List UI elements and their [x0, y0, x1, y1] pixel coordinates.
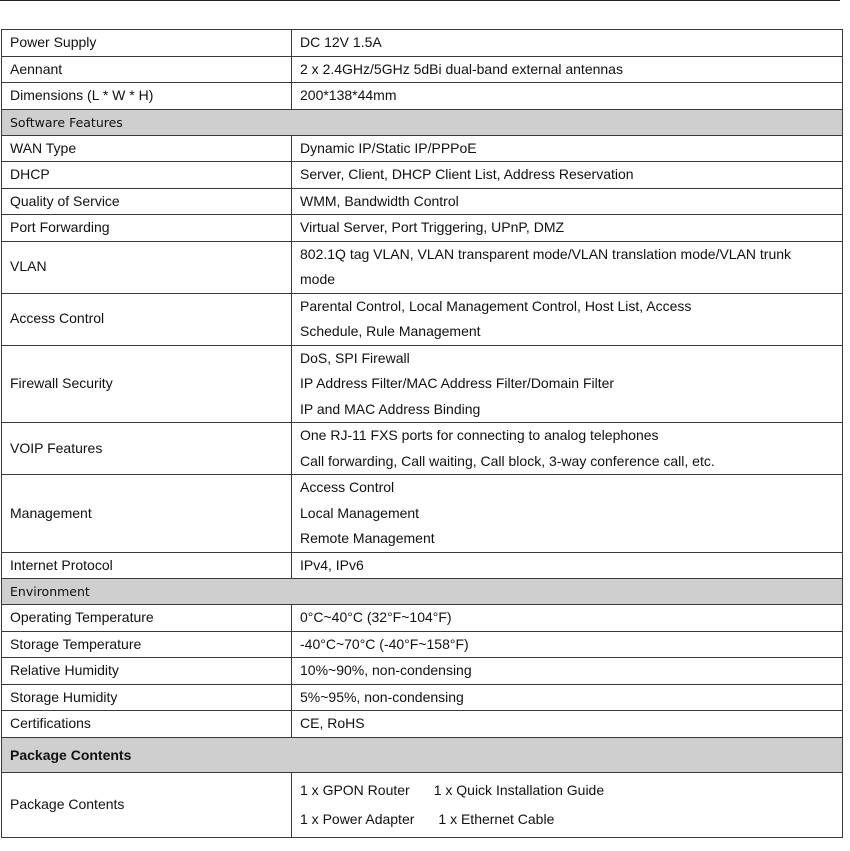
spec-value-line: Remote Management: [300, 530, 435, 546]
spec-row: [2, 135, 843, 162]
spec-value: [292, 423, 843, 475]
spec-value: [292, 162, 843, 189]
spec-row: [2, 631, 843, 658]
spec-value: [292, 30, 843, 57]
spec-value-line: DC 12V 1.5A: [300, 34, 382, 50]
spec-row: [2, 345, 843, 423]
package-item: 1 x Power Adapter: [300, 810, 415, 827]
spec-value: [292, 188, 843, 215]
spec-value-line: Parental Control, Local Management Control, Host List, Access: [300, 297, 692, 314]
spec-row: [2, 241, 843, 293]
spec-value: [292, 772, 843, 837]
package-line: [300, 805, 834, 834]
spec-row: [2, 552, 843, 579]
package-item: 1 x Quick Installation Guide: [433, 781, 605, 798]
spec-value-line: IP and MAC Address Binding: [300, 400, 481, 417]
spec-value-line: IPv4, IPv6: [300, 556, 364, 573]
spec-row: [2, 83, 843, 110]
spec-value: [292, 605, 843, 632]
spec-key: Access Control: [2, 293, 292, 345]
spec-value-line: 802.1Q tag VLAN, VLAN transparent mode/VLAN translation mode/VLAN trunk: [300, 245, 792, 262]
spec-key: VLAN: [2, 241, 292, 293]
spec-key: Certifications: [2, 711, 292, 738]
spec-value-line: 0°C~40°C (32°F~104°F): [300, 609, 452, 625]
spec-row: [2, 30, 843, 57]
spec-value: [292, 475, 843, 553]
spec-value: [292, 552, 843, 579]
spec-key: Management: [2, 475, 292, 553]
spec-value: [292, 135, 843, 162]
spec-value: [292, 56, 843, 83]
spec-key: Dimensions (L * W * H): [2, 83, 292, 110]
spec-value-line: CE, RoHS: [300, 715, 365, 731]
section-header-label: Environment: [2, 579, 843, 605]
spec-key: Relative Humidity: [2, 658, 292, 685]
spec-row: [2, 423, 843, 475]
spec-key: DHCP: [2, 162, 292, 189]
spec-row: [2, 293, 843, 345]
spec-row: [2, 188, 843, 215]
spec-value: [292, 241, 843, 293]
spec-value: [292, 684, 843, 711]
spec-value: [292, 83, 843, 110]
spec-value-line: Dynamic IP/Static IP/PPPoE: [300, 139, 477, 156]
spec-value-line: One RJ-11 FXS ports for connecting to analog telephones: [300, 427, 659, 443]
spec-table-body: [2, 30, 843, 838]
spec-value: [292, 345, 843, 423]
spec-key: Port Forwarding: [2, 215, 292, 242]
spec-value: [292, 631, 843, 658]
section-header: [2, 109, 843, 135]
spec-row: [2, 475, 843, 553]
package-item: 1 x GPON Router: [300, 781, 410, 798]
spec-key: Power Supply: [2, 30, 292, 57]
spec-value: [292, 711, 843, 738]
spec-value-line: Local Management: [300, 504, 420, 521]
spec-row: [2, 684, 843, 711]
spec-value: [292, 658, 843, 685]
spec-row: [2, 162, 843, 189]
section-header-label: Package Contents: [2, 737, 843, 772]
section-header-label: Software Features: [2, 109, 843, 135]
section-header: [2, 737, 843, 772]
spec-value-line: 5%~95%, non-condensing: [300, 688, 464, 705]
spec-value: [292, 215, 843, 242]
spec-row: [2, 772, 843, 837]
spec-value-line: Access Control: [300, 479, 395, 495]
spec-row: [2, 56, 843, 83]
spec-key: Internet Protocol: [2, 552, 292, 579]
spec-key: Quality of Service: [2, 188, 292, 215]
package-line: [300, 776, 834, 805]
spec-row: [2, 605, 843, 632]
spec-value-line: Call forwarding, Call waiting, Call block, 3-way conference call, etc.: [300, 452, 715, 469]
spec-value-line: -40°C~70°C (-40°F~158°F): [300, 635, 469, 652]
spec-key: Storage Humidity: [2, 684, 292, 711]
spec-key: Package Contents: [2, 772, 292, 837]
spec-value-line: mode: [300, 271, 336, 287]
spec-key: Aennant: [2, 56, 292, 83]
section-header: [2, 579, 843, 605]
spec-value-line: 2 x 2.4GHz/5GHz 5dBi dual-band external antennas: [300, 60, 623, 77]
spec-value-line: Server, Client, DHCP Client List, Address Reservation: [300, 166, 634, 182]
package-item: 1 x Ethernet Cable: [438, 810, 555, 827]
top-rule: [0, 0, 840, 1]
spec-key: Storage Temperature: [2, 631, 292, 658]
spec-value-line: 200*138*44mm: [300, 87, 397, 103]
spec-value: [292, 293, 843, 345]
spec-key: Operating Temperature: [2, 605, 292, 632]
spec-row: [2, 711, 843, 738]
spec-value-line: Virtual Server, Port Triggering, UPnP, DMZ: [300, 219, 565, 235]
spec-value-line: Schedule, Rule Management: [300, 323, 481, 339]
spec-key: VOIP Features: [2, 423, 292, 475]
spec-table: [1, 29, 843, 838]
spec-value-line: WMM, Bandwidth Control: [300, 192, 459, 209]
spec-value-line: DoS, SPI Firewall: [300, 349, 410, 366]
spec-value-line: IP Address Filter/MAC Address Filter/Domain Filter: [300, 375, 615, 391]
spec-value-line: 10%~90%, non-condensing: [300, 662, 472, 678]
spec-key: WAN Type: [2, 135, 292, 162]
spec-key: Firewall Security: [2, 345, 292, 423]
spec-row: [2, 658, 843, 685]
spec-row: [2, 215, 843, 242]
